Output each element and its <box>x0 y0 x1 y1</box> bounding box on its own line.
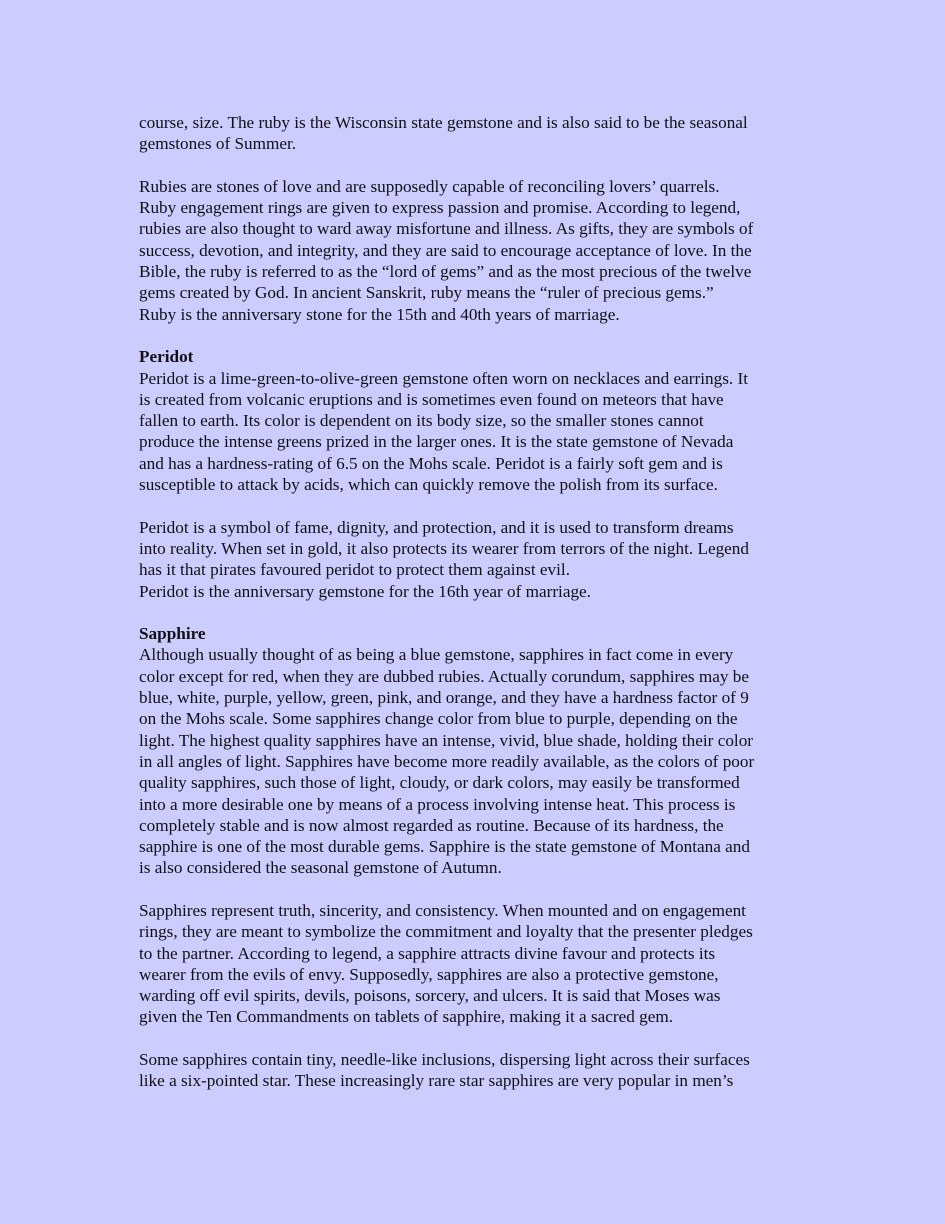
text-line: blue, white, purple, yellow, green, pink, and orange, and they have a hardness factor of 9 <box>139 688 749 708</box>
text-line: to the partner. According to legend, a sapphire attracts divine favour and protects its <box>139 943 716 963</box>
text-line: Rubies are stones of love and are supposedly capable of reconciling lovers’ quarrels. <box>139 176 720 196</box>
paragraph-gap <box>139 155 811 176</box>
text-line: has it that pirates favoured peridot to protect them against evil. <box>139 560 570 580</box>
text-line: rings, they are meant to symbolize the commitment and loyalty that the presenter pledges <box>139 922 753 942</box>
text-line: and has a hardness-rating of 6.5 on the Mohs scale. Peridot is a fairly soft gem and is <box>139 453 723 473</box>
document-page <box>139 112 811 1092</box>
paragraph-ruby-intro-end <box>139 112 811 155</box>
paragraph-sapphire-description <box>139 644 811 878</box>
text-line: course, size. The ruby is the Wisconsin state gemstone and is also said to be the seasonal <box>139 113 748 132</box>
section-heading-peridot: Peridot <box>139 347 194 367</box>
section-heading-sapphire: Sapphire <box>139 624 206 644</box>
paragraph-gap <box>139 325 811 346</box>
paragraph-gap <box>139 495 811 516</box>
text-line: Sapphires represent truth, sincerity, and consistency. When mounted and on engagement <box>139 900 746 920</box>
paragraph-peridot-meaning <box>139 517 811 602</box>
text-line: produce the intense greens prized in the larger ones. It is the state gemstone of Nevada <box>139 432 734 452</box>
text-line: is also considered the seasonal gemstone of Autumn. <box>139 858 502 878</box>
text-line: given the Ten Commandments on tablets of sapphire, making it a sacred gem. <box>139 1007 674 1027</box>
text-line: in all angles of light. Sapphires have become more readily available, as the colors of poor <box>139 751 755 771</box>
paragraph-gap <box>139 1028 811 1049</box>
text-line: Peridot is a symbol of fame, dignity, and protection, and it is used to transform dreams <box>139 517 734 537</box>
text-line: susceptible to attack by acids, which can quickly remove the polish from its surface. <box>139 475 718 495</box>
text-line: fallen to earth. Its color is dependent on its body size, so the smaller stones cannot <box>139 411 704 431</box>
text-line: gemstones of Summer. <box>139 134 297 154</box>
text-line: completely stable and is now almost regarded as routine. Because of its hardness, the <box>139 815 724 835</box>
text-line: Bible, the ruby is referred to as the “lord of gems” and as the most precious of the twelve <box>139 262 752 282</box>
text-line: into a more desirable one by means of a process involving intense heat. This process is <box>139 794 736 814</box>
text-line: Ruby engagement rings are given to express passion and promise. According to legend, <box>139 198 741 218</box>
text-line: on the Mohs scale. Some sapphires change color from blue to purple, depending on the <box>139 709 738 729</box>
text-line: success, devotion, and integrity, and they are said to encourage acceptance of love. In the <box>139 240 752 260</box>
text-line: Some sapphires contain tiny, needle-like inclusions, dispersing light across their surfaces <box>139 1050 750 1070</box>
text-line: Peridot is a lime-green-to-olive-green gemstone often worn on necklaces and earrings. It <box>139 368 748 388</box>
text-line: warding off evil spirits, devils, poisons, sorcery, and ulcers. It is said that Moses was <box>139 986 721 1006</box>
paragraph-sapphire-meaning <box>139 900 811 1028</box>
text-line: like a six-pointed star. These increasingly rare star sapphires are very popular in men’s <box>139 1071 734 1091</box>
text-line: Peridot is the anniversary gemstone for the 16th year of marriage. <box>139 581 591 601</box>
text-line: Ruby is the anniversary stone for the 15th and 40th years of marriage. <box>139 304 620 324</box>
text-line: is created from volcanic eruptions and is sometimes even found on meteors that have <box>139 389 724 409</box>
paragraph-gap <box>139 879 811 900</box>
text-line: sapphire is one of the most durable gems. Sapphire is the state gemstone of Montana and <box>139 837 750 857</box>
text-line: rubies are also thought to ward away misfortune and illness. As gifts, they are symbols of <box>139 219 754 239</box>
text-line: into reality. When set in gold, it also protects its wearer from terrors of the night. Legend <box>139 538 749 558</box>
text-line: light. The highest quality sapphires have an intense, vivid, blue shade, holding their color <box>139 730 754 750</box>
text-line: color except for red, when they are dubbed rubies. Actually corundum, sapphires may be <box>139 666 749 686</box>
paragraph-gap <box>139 602 811 623</box>
text-line: quality sapphires, such those of light, cloudy, or dark colors, may easily be transformed <box>139 773 740 793</box>
text-line: gems created by God. In ancient Sanskrit, ruby means the “ruler of precious gems.” <box>139 283 714 303</box>
paragraph-star-sapphire <box>139 1049 811 1092</box>
text-line: Although usually thought of as being a blue gemstone, sapphires in fact come in every <box>139 645 734 665</box>
paragraph-peridot-description <box>139 368 811 496</box>
paragraph-ruby-meaning <box>139 176 811 325</box>
text-line: wearer from the evils of envy. Supposedly, sapphires are also a protective gemstone, <box>139 964 719 984</box>
